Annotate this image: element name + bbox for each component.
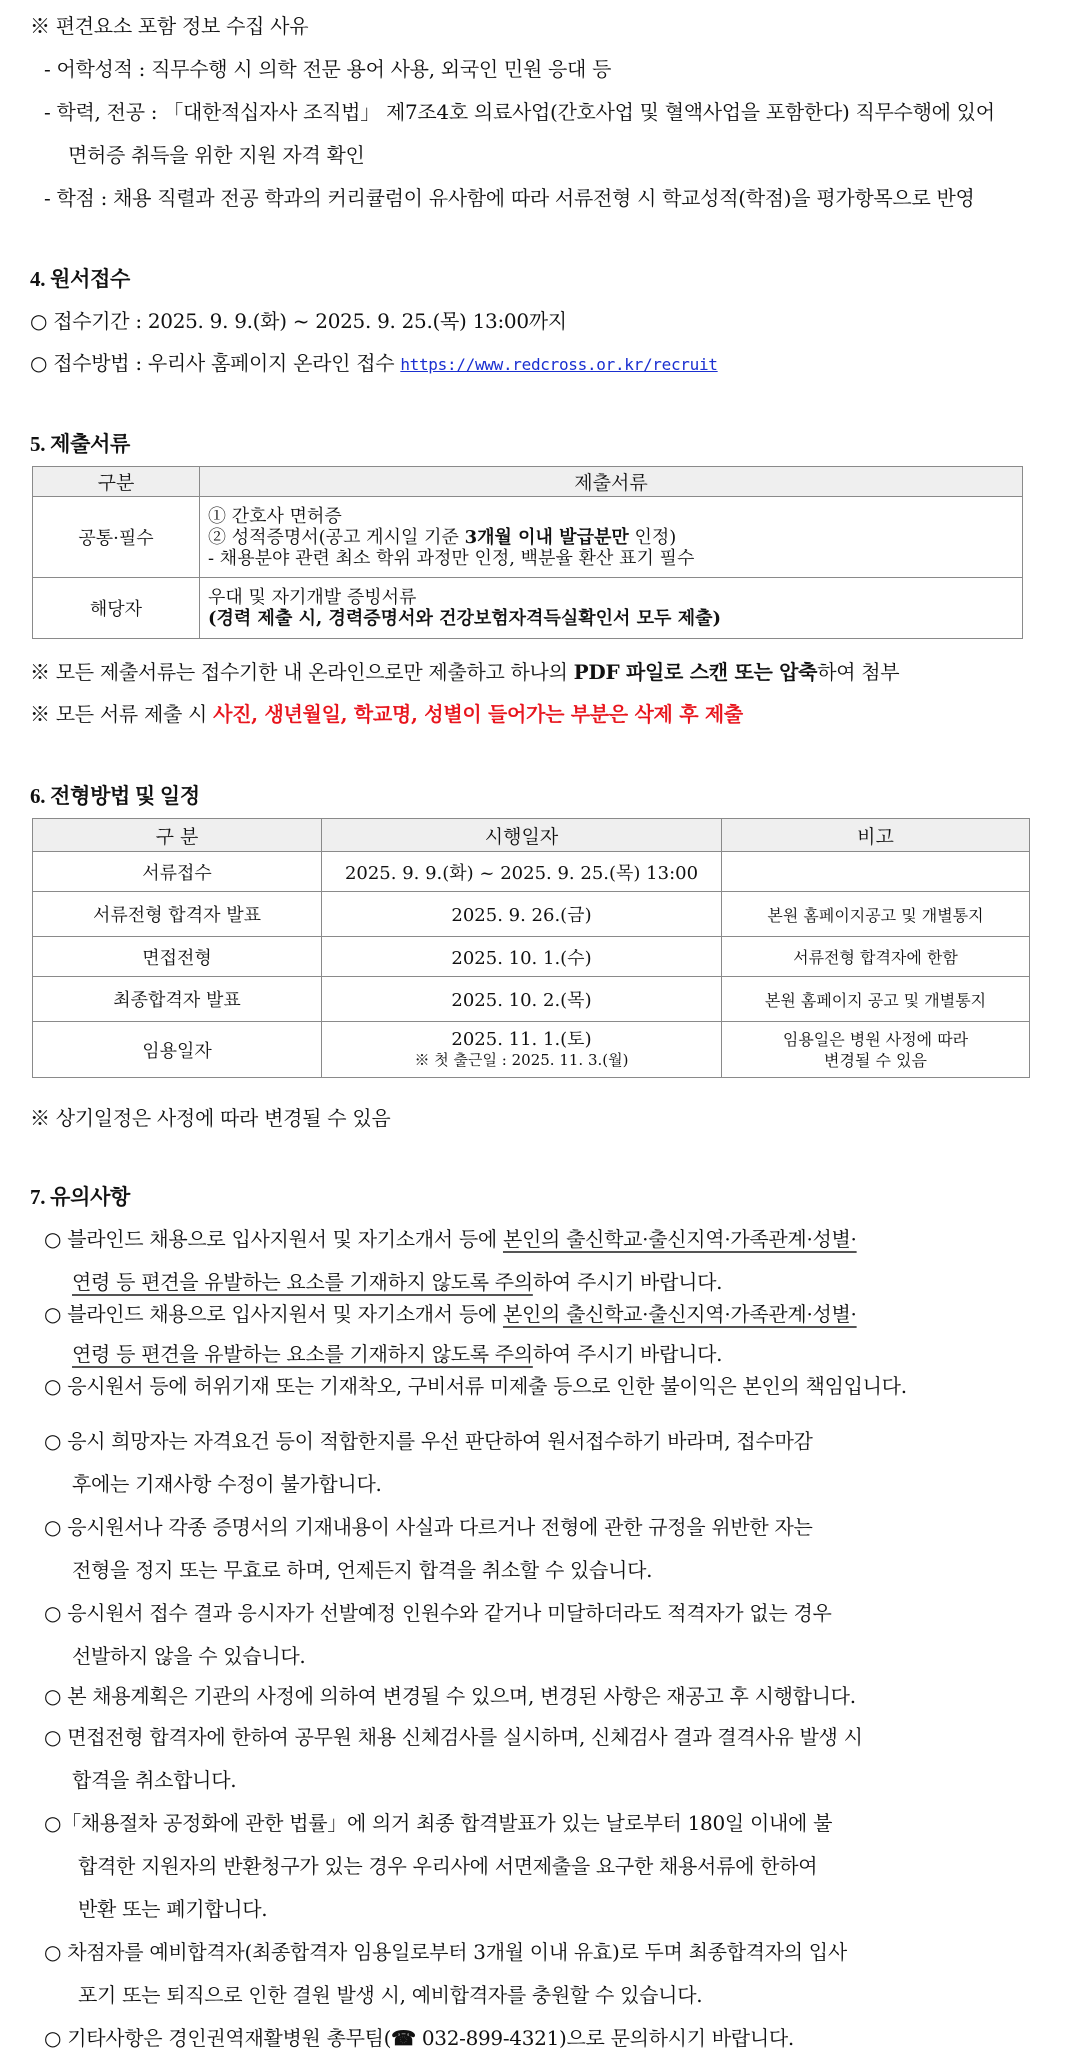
- notice-item: ○ 본 채용계획은 기관의 사정에 의하여 변경될 수 있으며, 변경된 사항은 재공고 후 시행합니다.: [44, 1684, 856, 1708]
- notice-item-cont: 후에는 기재사항 수정이 불가합니다.: [72, 1472, 382, 1496]
- table-row: [33, 578, 1023, 639]
- notice-item-cont: 포기 또는 퇴직으로 인한 결원 발생 시, 예비합격자를 충원할 수 있습니다.: [78, 1983, 703, 2007]
- notice-item: ○ 면접전형 합격자에 한하여 공무원 채용 신체검사를 실시하며, 신체검사 결과 결격사유 발생 시: [44, 1725, 863, 1749]
- first-workday-note: ※ 첫 출근일 : 2025. 11. 3.(월): [414, 1051, 629, 1069]
- doc-line: - 채용분야 관련 최소 학위 과정만 인정, 백분율 환산 표기 필수: [208, 547, 695, 569]
- table-row: 서류전형 합격자 발표 2025. 9. 26.(금) 본원 홈페이지공고 및 개별통지: [33, 892, 1030, 937]
- notice-item-cont: 연령 등 편견을 유발하는 요소를 기재하지 않도록 주의하여 주시기 바랍니다.: [72, 1270, 723, 1294]
- bias-info-item: - 학력, 전공 : 「대한적십자사 조직법」 제7조4호 의료사업(간호사업 및 혈액사업을 포함한다) 직무수행에 있어: [44, 100, 995, 124]
- submission-note: ※ 모든 제출서류는 접수기한 내 온라인으로만 제출하고 하나의 PDF 파일로 스캔 또는 압축하여 첨부: [30, 660, 900, 684]
- notice-item-cont: 연령 등 편견을 유발하는 요소를 기재하지 않도록 주의하여 주시기 바랍니다.: [72, 1342, 723, 1366]
- bias-info-item: - 어학성적 : 직무수행 시 의학 전문 용어 사용, 외국인 민원 응대 등: [44, 57, 612, 81]
- section-title: 4. 원서접수: [30, 267, 131, 291]
- notice-item-cont: 전형을 정지 또는 무효로 하며, 언제든지 합격을 취소할 수 있습니다.: [72, 1558, 653, 1582]
- application-method-label: ○ 접수방법 : 우리사 홈페이지 온라인 접수: [30, 351, 401, 375]
- table-header: 시행일자: [322, 819, 722, 852]
- notice-item: ○「채용절차 공정화에 관한 법률」에 의거 최종 합격발표가 있는 날로부터 180일 이내에 불: [44, 1811, 833, 1835]
- table-header: 비고: [722, 819, 1030, 852]
- notice-item: ○ 응시 희망자는 자격요건 등이 적합한지를 우선 판단하여 원서접수하기 바라며, 접수마감: [44, 1429, 813, 1453]
- doc-category: 해당자: [33, 578, 200, 639]
- table-header: 구 분: [33, 819, 322, 852]
- phone-icon: ☎: [391, 2026, 416, 2050]
- doc-line: ① 간호사 면허증: [208, 505, 342, 527]
- table-row: 최종합격자 발표 2025. 10. 2.(목) 본원 홈페이지 공고 및 개별통지: [33, 977, 1030, 1022]
- bias-info-item: 면허증 취득을 위한 지원 자격 확인: [68, 143, 365, 167]
- table-row: [33, 497, 1023, 578]
- notice-item: ○ 기타사항은 경인권역재활병원 총무팀(☎ 032-899-4321)으로 문의하시기 바랍니다.: [44, 2026, 794, 2050]
- table-header: 구분: [33, 467, 200, 497]
- notice-item: ○ 차점자를 예비합격자(최종합격자 임용일로부터 3개월 이내 유효)로 두며 최종합격자의 입사: [44, 1940, 847, 1964]
- doc-category: 공통·필수: [33, 497, 200, 578]
- table-row: 서류접수 2025. 9. 9.(화) ~ 2025. 9. 25.(목) 13:00: [33, 852, 1030, 892]
- notice-item: ○ 응시원서 접수 결과 응시자가 선발예정 인원수와 같거나 미달하더라도 적격자가 없는 경우: [44, 1601, 832, 1625]
- notice-item: ○ 응시원서 등에 허위기재 또는 기재착오, 구비서류 미제출 등으로 인한 불이익은 본인의 책임입니다.: [44, 1374, 907, 1398]
- documents-table: [32, 466, 1023, 639]
- doc-line: 우대 및 자기개발 증빙서류: [208, 587, 417, 608]
- privacy-note: ※ 모든 서류 제출 시 사진, 생년월일, 학교명, 성별이 들어가는 부분은 삭제 후 제출: [30, 702, 743, 726]
- doc-line: ② 성적증명서(공고 게시일 기준 3개월 이내 발급분만 인정): [208, 526, 677, 548]
- section-title: 6. 전형방법 및 일정: [30, 784, 200, 808]
- privacy-warning: 사진, 생년월일, 학교명, 성별이 들어가는 부분은 삭제 후 제출: [213, 702, 743, 726]
- doc-line: (경력 제출 시, 경력증명서와 건강보험자격득실확인서 모두 제출): [208, 608, 721, 629]
- section-title: 5. 제출서류: [30, 432, 131, 456]
- notice-item-cont: 합격한 지원자의 반환청구가 있는 경우 우리사에 서면제출을 요구한 채용서류에 한하여: [78, 1854, 818, 1878]
- application-period: ○ 접수기간 : 2025. 9. 9.(화) ~ 2025. 9. 25.(목) 13:00까지: [30, 309, 567, 333]
- table-header: 제출서류: [200, 467, 1023, 497]
- recruit-link[interactable]: https://www.redcross.or.kr/recruit: [400, 355, 718, 374]
- notice-item: ○ 응시원서나 각종 증명서의 기재내용이 사실과 다르거나 전형에 관한 규정을 위반한 자는: [44, 1515, 813, 1539]
- bias-info-item: - 학점 : 채용 직렬과 전공 학과의 커리큘럼이 유사함에 따라 서류전형 시 학교성적(학점)을 평가항목으로 반영: [44, 186, 975, 210]
- application-method: [30, 349, 718, 379]
- phone-number: 032-899-4321: [415, 2026, 560, 2050]
- notice-item-cont: 선발하지 않을 수 있습니다.: [72, 1644, 306, 1668]
- schedule-table: [32, 818, 1030, 1078]
- notice-item-cont: 반환 또는 폐기합니다.: [78, 1897, 268, 1921]
- notice-item: ○ 블라인드 채용으로 입사지원서 및 자기소개서 등에 본인의 출신학교·출신지역·가족관계·성별·: [44, 1227, 857, 1251]
- table-row: 임용일자 2025. 11. 1.(토) ※ 첫 출근일 : 2025. 11. 3.(월) 임용일은 병원 사정에 따라 변경될 수 있음: [33, 1022, 1030, 1078]
- notice-item-cont: 합격을 취소합니다.: [72, 1768, 237, 1792]
- schedule-note: ※ 상기일정은 사정에 따라 변경될 수 있음: [30, 1106, 391, 1130]
- bias-info-title: ※ 편견요소 포함 정보 수집 사유: [30, 14, 309, 38]
- table-row: 면접전형 2025. 10. 1.(수) 서류전형 합격자에 한함: [33, 937, 1030, 977]
- notice-item: ○ 블라인드 채용으로 입사지원서 및 자기소개서 등에 본인의 출신학교·출신지역·가족관계·성별·: [44, 1302, 857, 1326]
- section-title: 7. 유의사항: [30, 1185, 131, 1209]
